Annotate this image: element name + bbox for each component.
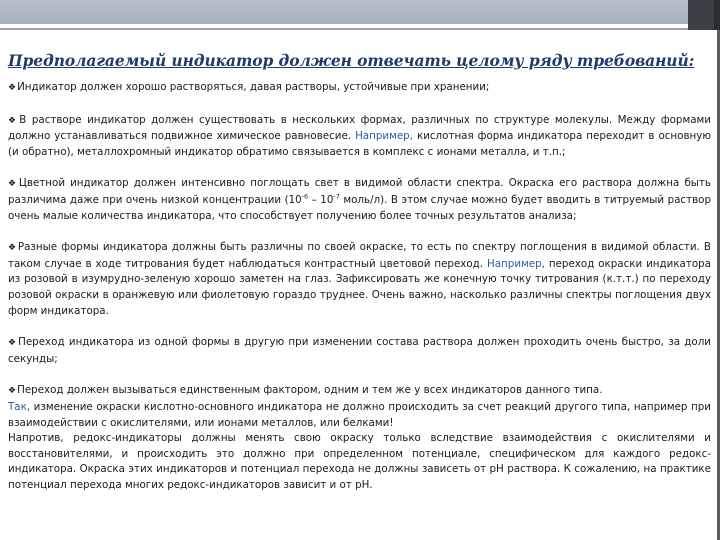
slide-title: Предполагаемый индикатор должен отвечать целому ряду требований: <box>8 51 695 70</box>
diamond-bullet-icon: ❖ <box>8 115 19 126</box>
example-highlight: Например, <box>487 257 545 270</box>
requirement-1: ❖Индикатор должен хорошо растворяться, давая растворы, устойчивые при хранении; <box>8 81 490 93</box>
diamond-bullet-icon: ❖ <box>8 386 17 397</box>
requirement-5: ❖Переход индикатора из одной формы в другую при изменении состава раствора должен проходить очень быстро, за доли секунды; <box>8 336 711 365</box>
requirement-6: ❖Переход должен вызываться единственным фактором, одним и тем же у всех индикаторов данного типа. <box>8 384 603 397</box>
diamond-bullet-icon: ❖ <box>8 83 17 93</box>
requirement-2: ❖В растворе индикатор должен существовать в нескольких формах, различных по структуре молекулы. Между формами должно устанавливаться подвижное химическое равновесие. Например, кислотная форма индикатора переходит в основную (и обратно), металлохромный индикатор обратимо связывается в комплекс с ионами металла, и т.п.; <box>8 113 712 158</box>
requirement-6-example: Так, изменение окраски кислотно-основного индикатора не должно происходить за счет реакций другого типа, например при взаимодействии с окислителями, или ионами металлов, или белками! <box>8 400 711 429</box>
requirement-3: ❖Цветной индикатор должен интенсивно поглощать свет в видимой области спектра. Окраска его раствора должна быть различима даже при очень низкой концентрации ($10^{-6} - 10^{-7}$ моль/л). В этом случае можно будет вводить в титруемый раствор очень малые количества индикатора, что способствует получению более точных результатов анализа; <box>8 177 711 222</box>
requirement-6-note: Напротив, редокс-индикаторы должны менять свою окраску только вследствие взаимодействия с окислителями и восстановителями, и происходить это должно при определенном потенциале, специфическом для каждого редокс-индикатора. Окраска этих индикаторов и потенциал перехода не должны зависеть от pH раствора. К сожалению, на практике потенциал перехода многих редокс-индикаторов зависит и от pH. <box>8 432 711 491</box>
example-highlight: Так, <box>8 400 31 413</box>
slide-top-divider <box>0 28 688 30</box>
slide-body <box>8 80 711 493</box>
example-highlight: Например, <box>355 130 413 143</box>
requirement-4: ❖Разные формы индикатора должны быть различны по своей окраске, то есть по спектру поглощения в видимой области. В таком случае в ходе титрования будет наблюдаться контрастный цветовой переход. Например, переход окраски индикатора из розовой в изумрудно-зеленую хорошо заметен на глаз. Зафиксировать же конечную точку титрования (к.т.т.) по переходу розовой окраски в оранжевую или фиолетовую гораздо труднее. Очень важно, насколько различны спектры поглощения двух форм индикатора. <box>8 241 711 317</box>
slide-corner-block <box>688 0 720 30</box>
diamond-bullet-icon: ❖ <box>8 179 18 190</box>
diamond-bullet-icon: ❖ <box>8 338 18 349</box>
slide-top-bar <box>0 0 688 24</box>
diamond-bullet-icon: ❖ <box>8 243 17 254</box>
